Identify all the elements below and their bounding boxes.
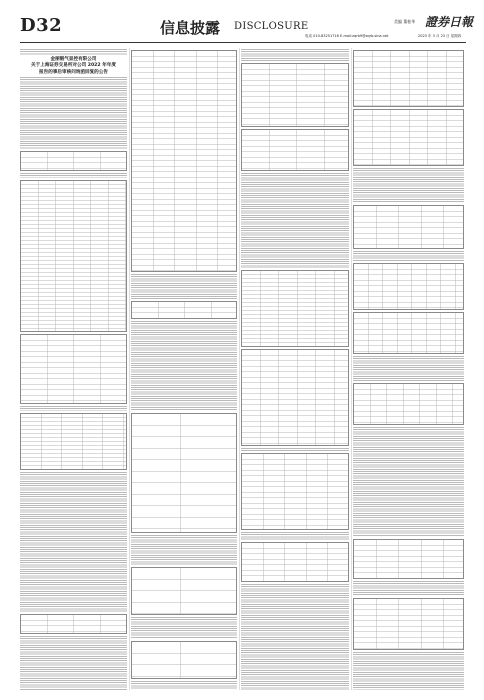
data-table	[353, 598, 464, 650]
data-table	[353, 539, 464, 579]
data-table	[20, 334, 127, 404]
data-table	[241, 453, 349, 530]
text-block	[353, 251, 464, 261]
text-block	[241, 49, 349, 61]
text-block	[20, 173, 127, 178]
editor-line: 美编 董桂华	[394, 19, 416, 24]
masthead-logo: 證券日報	[425, 15, 474, 29]
text-block	[241, 584, 349, 690]
text-block	[131, 681, 237, 690]
text-block	[20, 77, 127, 149]
text-block	[353, 581, 464, 596]
text-block	[353, 427, 464, 537]
data-table	[20, 413, 127, 470]
title-line: 关于上海证券交易所对公司 2022 年年度	[31, 63, 116, 69]
contact-line: 电话 010-83251716 E-mail:zqrb9@zqrb.sina.net	[305, 34, 389, 38]
data-table	[353, 109, 464, 166]
text-block	[20, 472, 127, 612]
text-block	[20, 49, 127, 55]
data-table	[131, 641, 237, 679]
text-block	[353, 356, 464, 381]
text-block	[241, 532, 349, 540]
data-table	[353, 383, 464, 425]
data-table	[20, 614, 127, 634]
column-divider	[351, 48, 352, 690]
section-title: 信息披露	[160, 19, 221, 37]
article-title	[20, 57, 127, 76]
text-block	[131, 617, 237, 639]
header-rule	[20, 42, 466, 43]
data-table	[353, 50, 464, 107]
text-block	[131, 274, 237, 299]
text-column-4	[353, 48, 464, 690]
data-table	[241, 349, 349, 446]
text-block	[353, 168, 464, 203]
data-table	[131, 50, 237, 272]
text-column-3	[241, 48, 349, 690]
data-table	[131, 301, 237, 319]
text-block	[353, 652, 464, 690]
page-number: D32	[20, 15, 63, 36]
column-divider	[239, 48, 240, 690]
date-line: 2023 年 3 月 23 日 星期四	[418, 34, 462, 38]
text-column-2	[131, 48, 237, 690]
text-block	[20, 406, 127, 411]
data-table	[353, 205, 464, 249]
page-header	[0, 0, 484, 44]
data-table	[241, 270, 349, 347]
data-table	[131, 567, 237, 615]
company-line: 金丽锻气显控有限公司	[50, 57, 97, 62]
column-divider	[129, 48, 130, 690]
text-block	[131, 535, 237, 565]
data-table	[20, 180, 127, 332]
text-block	[131, 321, 237, 411]
data-table	[241, 542, 349, 582]
title-line: 报告的事后审核问询函回复的公告	[39, 69, 108, 75]
data-table	[353, 312, 464, 354]
text-block	[241, 173, 349, 268]
data-table	[353, 263, 464, 310]
text-block	[20, 636, 127, 690]
data-table	[20, 151, 127, 171]
text-block	[241, 448, 349, 451]
section-title-en: DISCLOSURE	[234, 21, 309, 32]
text-column-1	[20, 48, 127, 690]
data-table	[131, 413, 237, 533]
data-table	[241, 63, 349, 127]
data-table	[241, 129, 349, 171]
